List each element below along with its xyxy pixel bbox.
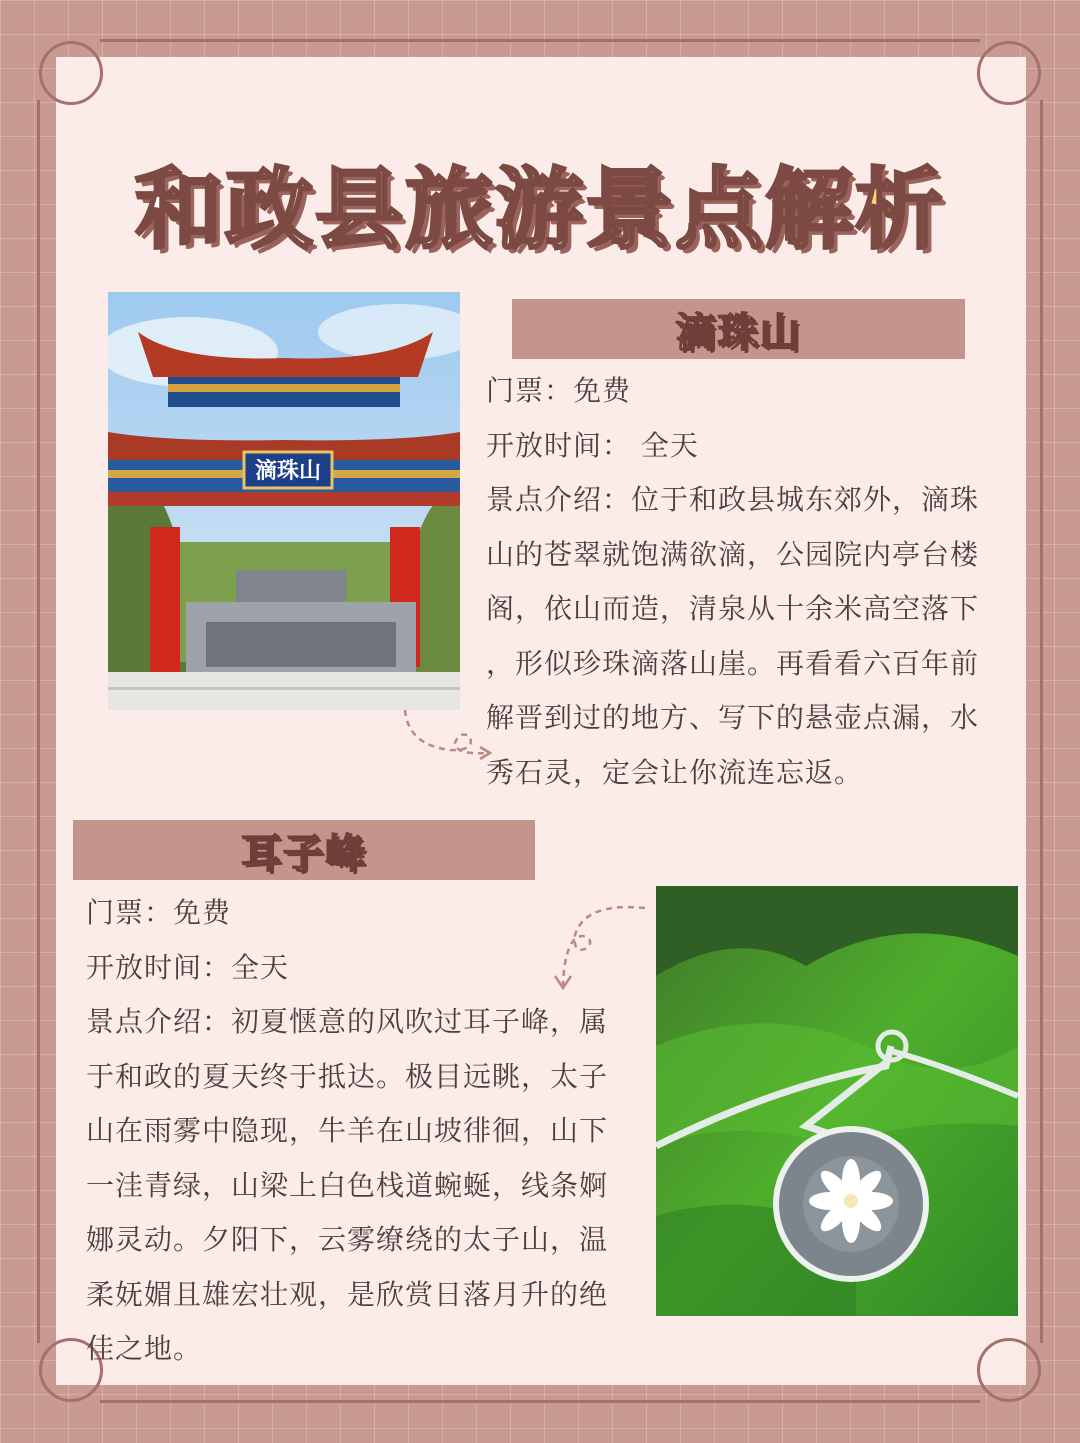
ticket-info: 门票：免费 xyxy=(86,896,232,929)
frame-bottom xyxy=(100,1400,980,1403)
frame-left xyxy=(37,100,40,1343)
page-title xyxy=(0,140,1080,266)
frame-corner-tr xyxy=(977,41,1041,105)
attraction-banner-dizhushan xyxy=(512,299,965,359)
intro-line: 一洼青绿，山梁上白色栈道蜿蜒，线条婀 xyxy=(86,1168,609,1202)
erzixian-photo xyxy=(656,886,1018,1316)
intro-line: 娜灵动。夕阳下，云雾缭绕的太子山，温 xyxy=(86,1223,609,1256)
erzixian-info xyxy=(86,886,608,1377)
intro-line: 景点介绍：初夏惬意的风吹过耳子𡶶，属 xyxy=(86,1005,609,1038)
frame-right xyxy=(1040,100,1043,1343)
dizhushan-info xyxy=(486,364,979,800)
intro-line: 秀石灵，定会让你流连忘返。 xyxy=(486,755,864,789)
intro-line: 阁，依山而造，清泉从十余米高空落下 xyxy=(486,592,980,625)
intro-line: ，形似珍珠滴落山崖。再看看六百年前 xyxy=(486,646,980,680)
intro-line: 于和政的夏天终于抵达。极目远眺，太子 xyxy=(86,1059,609,1093)
frame-corner-tl xyxy=(39,41,103,105)
opening-hours: 开放时间： 全天 xyxy=(486,428,699,462)
frame-top xyxy=(100,39,980,42)
arrow-decoration-2 xyxy=(545,900,655,995)
intro-line: 山在雨雾中隐现，牛羊在山坡徘徊，山下 xyxy=(86,1114,609,1147)
intro-line: 解晋到过的地方、写下的悬壶点漏，水 xyxy=(486,701,980,734)
title-highlight: 解析 xyxy=(765,158,946,261)
attraction-name: 滴珠山 xyxy=(675,309,802,356)
ticket-info: 门票：免费 xyxy=(486,374,632,407)
intro-line: 景点介绍：位于和政县城东郊外，滴珠 xyxy=(486,483,980,516)
opening-hours: 开放时间：全天 xyxy=(86,950,290,984)
gate-sign-text: 滴珠山 xyxy=(254,459,322,484)
intro-line: 佳之地。 xyxy=(86,1332,203,1365)
title-main: 和政县旅游景点 xyxy=(134,158,765,261)
frame-corner-br xyxy=(977,1338,1041,1402)
intro-line: 山的苍翠就饱满欲滴，公园院内亭台楼 xyxy=(486,537,980,571)
dizhushan-photo xyxy=(108,292,460,710)
intro-line: 柔妩媚且雄宏壮观，是欣赏日落月升的绝 xyxy=(86,1277,609,1311)
attraction-name: 耳子𡶶 xyxy=(241,830,367,877)
attraction-banner-erzixian xyxy=(73,820,535,880)
arrow-decoration-1 xyxy=(400,705,495,765)
